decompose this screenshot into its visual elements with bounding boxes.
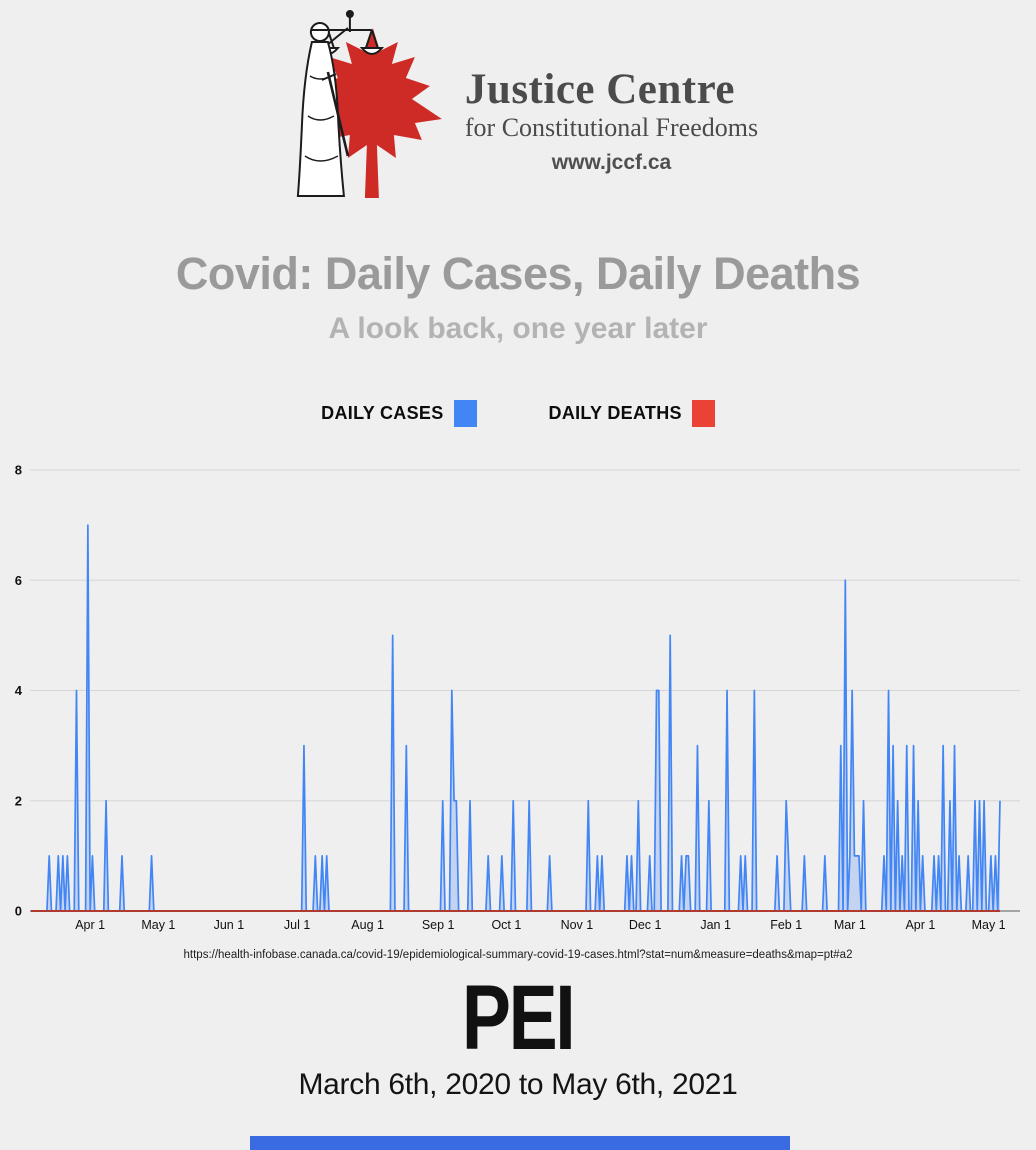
org-tagline: for Constitutional Freedoms <box>464 113 759 142</box>
jccf-logo <box>278 6 758 202</box>
daily-cases-swatch <box>454 400 477 427</box>
svg-text:6: 6 <box>14 572 22 588</box>
svg-text:4: 4 <box>14 683 22 698</box>
svg-text:2: 2 <box>14 793 22 809</box>
svg-text:Jul 1: Jul 1 <box>283 918 311 932</box>
svg-text:Apr 1: Apr 1 <box>905 918 936 932</box>
legend-item-daily-cases <box>321 400 476 427</box>
svg-text:Dec 1: Dec 1 <box>628 918 662 932</box>
svg-text:Aug 1: Aug 1 <box>351 918 384 932</box>
logo-text-block <box>465 6 758 175</box>
legend-item-daily-deaths <box>549 400 715 427</box>
svg-text:Apr 1: Apr 1 <box>75 918 106 932</box>
page-subtitle: A look back, one year later <box>328 312 708 345</box>
cases-deaths-chart <box>0 450 1036 945</box>
bottom-accent-bar <box>250 1136 790 1150</box>
svg-text:8: 8 <box>14 462 22 478</box>
svg-text:Oct 1: Oct 1 <box>491 918 522 932</box>
daily-deaths-swatch <box>692 400 715 427</box>
svg-text:Feb 1: Feb 1 <box>770 918 803 932</box>
svg-text:May 1: May 1 <box>971 918 1006 932</box>
chart-legend <box>0 400 1036 427</box>
region-title: PEI <box>462 967 574 1069</box>
svg-text:Nov 1: Nov 1 <box>560 918 594 932</box>
svg-text:Mar 1: Mar 1 <box>833 918 866 932</box>
svg-text:May 1: May 1 <box>141 918 176 932</box>
lady-justice-maple-leaf-icon <box>278 6 453 202</box>
svg-text:Jun 1: Jun 1 <box>213 918 245 932</box>
svg-text:Jan 1: Jan 1 <box>700 918 731 932</box>
org-website: www.jccf.ca <box>551 150 672 174</box>
daily-deaths-label: DAILY DEATHS <box>548 403 682 423</box>
date-range: March 6th, 2020 to May 6th, 2021 <box>298 1068 738 1101</box>
daily-cases-label: DAILY CASES <box>321 403 444 423</box>
svg-text:0: 0 <box>14 903 22 919</box>
org-name: Justice Centre <box>464 66 736 113</box>
source-url: https://health-infobase.canada.ca/covid-19/epidemiological-summary-covid-19-cases.html?stat=num&measure=deaths&map=pt#a2 <box>183 949 853 961</box>
page-title: Covid: Daily Cases, Daily Deaths <box>175 248 861 299</box>
svg-text:Sep 1: Sep 1 <box>421 918 455 932</box>
